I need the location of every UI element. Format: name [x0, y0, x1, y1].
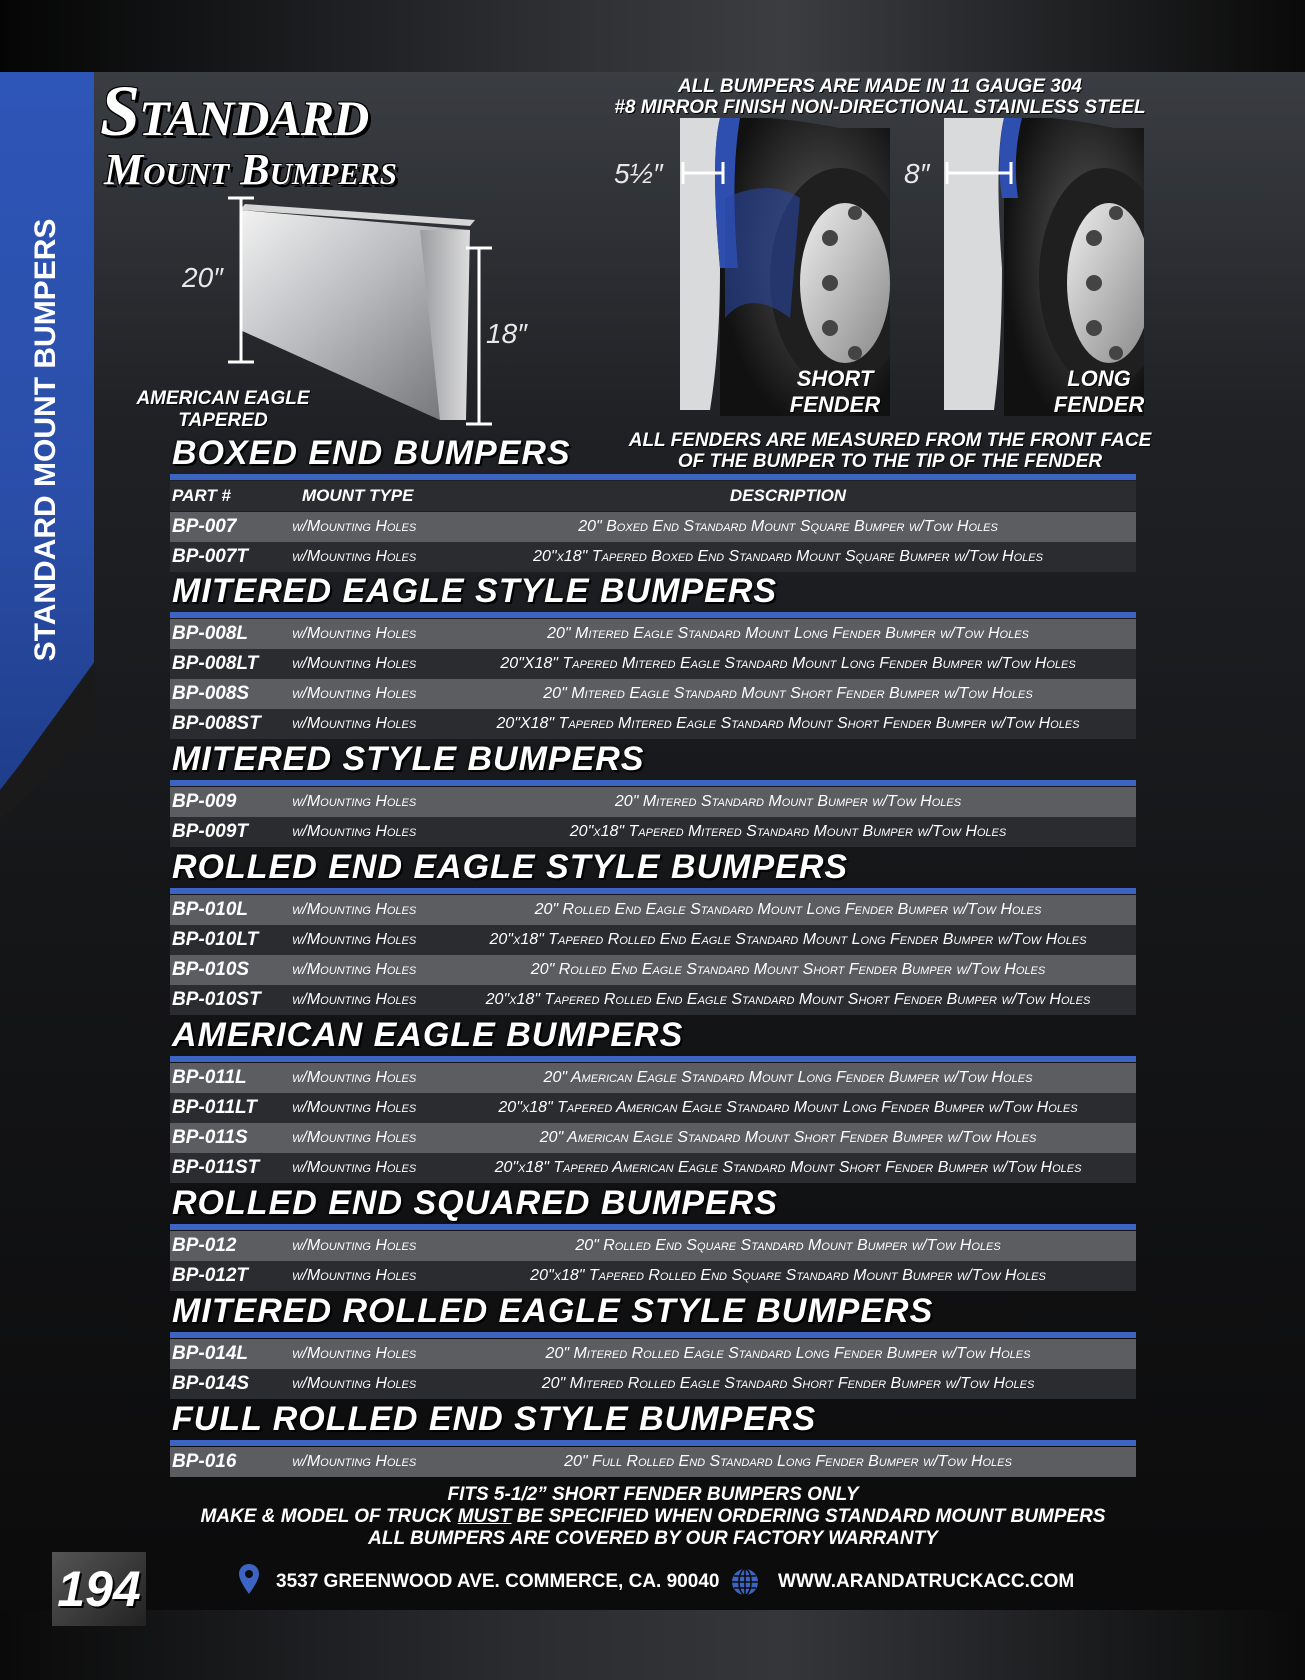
short-fender-dimension: 5½″ — [614, 158, 663, 189]
table-row: BP-007T w/Mounting Holes 20"x18" Tapered Boxed End Standard Mount Square Bumper w/Tow Holes — [170, 542, 1136, 572]
long-fender-caption: LONG FENDER — [1053, 366, 1145, 417]
table-row: BP-008S w/Mounting Holes 20" Mitered Eagle Standard Mount Short Fender Bumper w/Tow Holes — [170, 679, 1136, 709]
long-fender-width-marker — [944, 160, 1014, 186]
header-mount: MOUNT TYPE — [302, 486, 414, 505]
table-row: BP-011S w/Mounting Holes 20" American Eagle Standard Mount Short Fender Bumper w/Tow Holes — [170, 1123, 1136, 1153]
section-divider — [170, 1224, 1136, 1230]
american-eagle-caption: AMERICAN EAGLE TAPERED — [136, 388, 310, 431]
warranty-note: ALL BUMPERS ARE COVERED BY OUR FACTORY WARRANTY — [368, 1528, 938, 1549]
fit-note: FITS 5-1/2” SHORT FENDER BUMPERS ONLY — [447, 1484, 859, 1505]
table-row: BP-010ST w/Mounting Holes 20"x18" Tapered Rolled End Eagle Standard Mount Short Fender Bumper w/Tow Holes — [170, 985, 1136, 1015]
section-title: AMERICAN EAGLE BUMPERS — [172, 1016, 684, 1054]
website-link[interactable]: WWW.ARANDATRUCKACC.COM — [778, 1571, 1075, 1592]
short-fender-caption: SHORT FENDER — [789, 366, 881, 417]
section-divider — [170, 612, 1136, 618]
page-title: Standard — [100, 71, 369, 151]
table-row: BP-008LT w/Mounting Holes 20"X18" Tapered Mitered Eagle Standard Mount Long Fender Bumper w/Tow Holes — [170, 649, 1136, 679]
address: 3537 GREENWOOD AVE. COMMERCE, CA. 90040 — [276, 1571, 720, 1592]
header-part: PART # — [172, 486, 231, 505]
section-divider — [170, 1440, 1136, 1446]
page-subtitle: Mount Bumpers — [104, 145, 398, 194]
table-row: BP-011L w/Mounting Holes 20" American Eagle Standard Mount Long Fender Bumper w/Tow Holes — [170, 1063, 1136, 1093]
table-row: BP-010L w/Mounting Holes 20" Rolled End Eagle Standard Mount Long Fender Bumper w/Tow Holes — [170, 895, 1136, 925]
fender-measure-note: ALL FENDERS ARE MEASURED FROM THE FRONT FACE OF THE BUMPER TO THE TIP OF THE FENDER — [628, 430, 1152, 472]
page-number: 194 — [52, 1552, 146, 1626]
section-divider — [170, 888, 1136, 894]
table-row: BP-009 w/Mounting Holes 20" Mitered Standard Mount Bumper w/Tow Holes — [170, 787, 1136, 817]
table-row: BP-012 w/Mounting Holes 20" Rolled End Square Standard Mount Bumper w/Tow Holes — [170, 1231, 1136, 1261]
spine-label: STANDARD MOUNT BUMPERS — [29, 218, 62, 662]
section-title: MITERED STYLE BUMPERS — [172, 740, 645, 778]
section-title: ROLLED END EAGLE STYLE BUMPERS — [172, 848, 849, 886]
order-note: MAKE & MODEL OF TRUCK MUST BE SPECIFIED WHEN ORDERING STANDARD MOUNT BUMPERS — [200, 1506, 1106, 1527]
table-row: BP-010LT w/Mounting Holes 20"x18" Tapered Rolled End Eagle Standard Mount Long Fender Bumper w/Tow Holes — [170, 925, 1136, 955]
section-divider — [170, 1056, 1136, 1062]
table-row: BP-011ST w/Mounting Holes 20"x18" Tapered American Eagle Standard Mount Short Fender Bumper w/Tow Holes — [170, 1153, 1136, 1183]
section-title: MITERED EAGLE STYLE BUMPERS — [172, 572, 778, 610]
header-description: DESCRIPTION — [729, 486, 847, 505]
bottom-band — [0, 1610, 1305, 1680]
table-row: BP-011LT w/Mounting Holes 20"x18" Tapered American Eagle Standard Mount Long Fender Bumper w/Tow Holes — [170, 1093, 1136, 1123]
table-row: BP-012T w/Mounting Holes 20"x18" Tapered Rolled End Square Standard Mount Bumper w/Tow Holes — [170, 1261, 1136, 1291]
top-band — [0, 0, 1305, 72]
globe-icon — [730, 1567, 760, 1597]
table-header — [170, 481, 1136, 511]
table-row: BP-009T w/Mounting Holes 20"x18" Tapered Mitered Standard Mount Bumper w/Tow Holes — [170, 817, 1136, 847]
dimension-line-20 — [226, 196, 256, 366]
footer-notes — [170, 1484, 1136, 1550]
long-fender-dimension: 8″ — [904, 158, 930, 189]
table-row: BP-014L w/Mounting Holes 20" Mitered Rolled Eagle Standard Long Fender Bumper w/Tow Holes — [170, 1339, 1136, 1369]
table-row: BP-008ST w/Mounting Holes 20"X18" Tapered Mitered Eagle Standard Mount Short Fender Bumper w/Tow Holes — [170, 709, 1136, 739]
table-row: BP-014S w/Mounting Holes 20" Mitered Rolled Eagle Standard Short Fender Bumper w/Tow Holes — [170, 1369, 1136, 1399]
section-title: FULL ROLLED END STYLE BUMPERS — [172, 1400, 817, 1438]
section-divider — [170, 474, 1136, 480]
section-title: BOXED END BUMPERS — [172, 434, 571, 472]
table-row: BP-016 w/Mounting Holes 20" Full Rolled End Standard Long Fender Bumper w/Tow Holes — [170, 1447, 1136, 1477]
section-title: MITERED ROLLED EAGLE STYLE BUMPERS — [172, 1292, 934, 1330]
dimension-18-label: 18″ — [486, 318, 528, 349]
section-divider — [170, 780, 1136, 786]
material-note: ALL BUMPERS ARE MADE IN 11 GAUGE 304 #8 MIRROR FINISH NON-DIRECTIONAL STAINLESS STEEL — [614, 76, 1146, 118]
table-row: BP-007 w/Mounting Holes 20" Boxed End Standard Mount Square Bumper w/Tow Holes — [170, 512, 1136, 542]
table-row: BP-008L w/Mounting Holes 20" Mitered Eagle Standard Mount Long Fender Bumper w/Tow Holes — [170, 619, 1136, 649]
section-title: ROLLED END SQUARED BUMPERS — [172, 1184, 778, 1222]
location-pin-icon — [238, 1563, 260, 1595]
section-divider — [170, 1332, 1136, 1338]
dimension-20-label: 20″ — [182, 262, 224, 293]
table-row: BP-010S w/Mounting Holes 20" Rolled End Eagle Standard Mount Short Fender Bumper w/Tow Holes — [170, 955, 1136, 985]
short-fender-width-marker — [680, 160, 726, 186]
